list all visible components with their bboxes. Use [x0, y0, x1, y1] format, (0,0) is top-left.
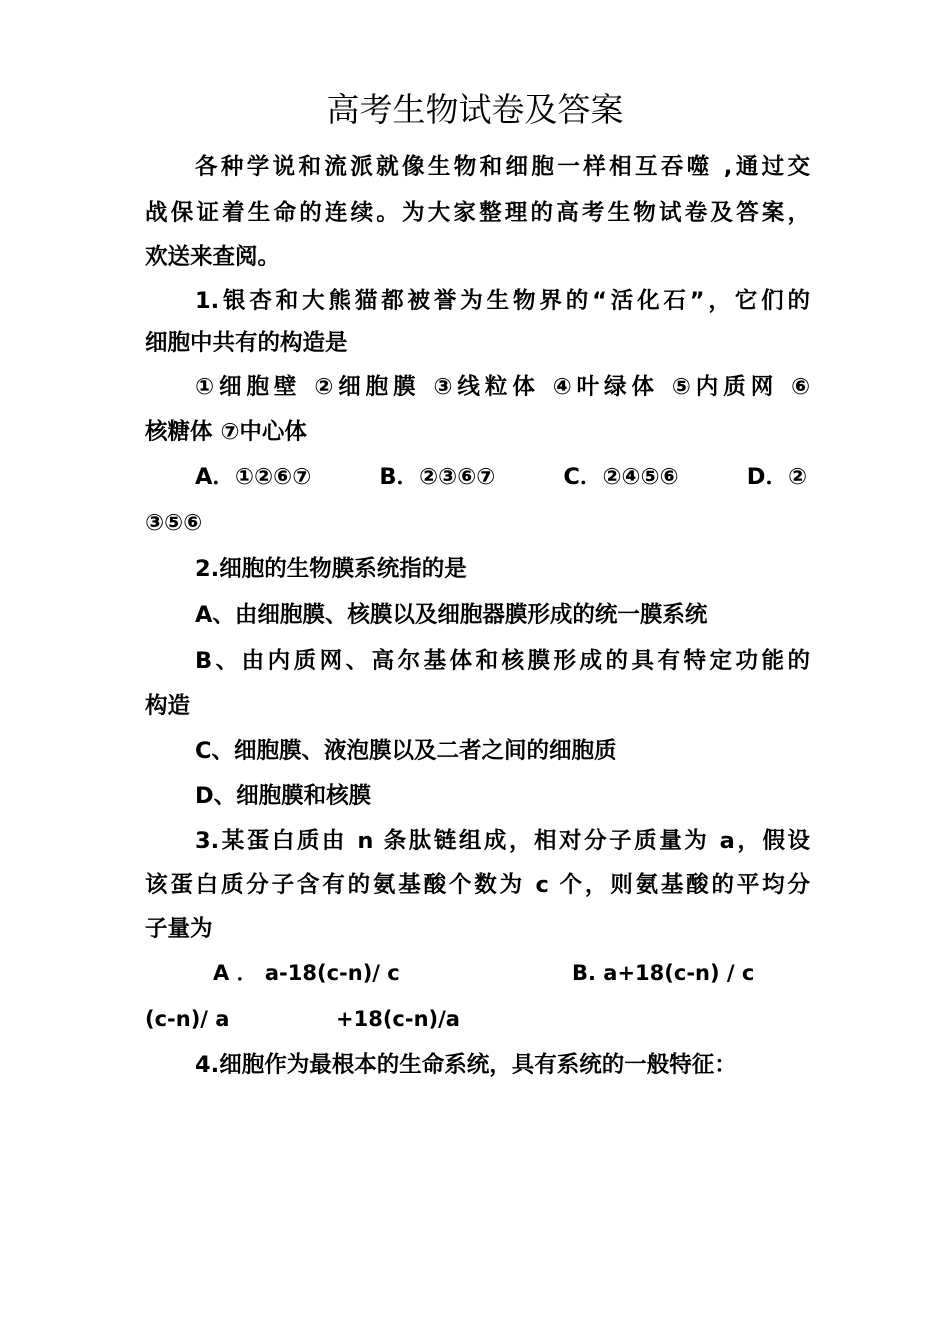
- document-title: 高考生物试卷及答案: [326, 90, 624, 129]
- question-1-option-c: C．②④⑤⑥: [563, 464, 679, 490]
- question-3-stem-line-3: 子量为: [145, 916, 213, 942]
- question-1-stem-line-1: 1.银杏和大熊猫都被誉为生物界的“活化石”，它们的: [195, 288, 810, 314]
- question-3-option-d: +18(c-n)/a: [336, 1007, 460, 1031]
- intro-line-3: 欢送来查阅。: [145, 244, 281, 270]
- question-3-option-b: B. a+18(c-n) / c: [572, 961, 755, 985]
- question-1-option-d: D．②: [746, 464, 807, 490]
- question-2-option-a: A、由细胞膜、核膜以及细胞器膜形成的统一膜系统: [195, 602, 708, 628]
- question-2-option-c: C、细胞膜、液泡膜以及二者之间的细胞质: [195, 738, 617, 764]
- question-3-option-c: (c-n)/ a: [145, 1007, 230, 1031]
- intro-line-2: 战保证着生命的连续。为大家整理的高考生物试卷及答案，: [145, 200, 810, 226]
- question-2-option-b-line-1: B、由内质网、高尔基体和核膜形成的具有特定功能的: [195, 648, 810, 674]
- question-1-options: [195, 461, 807, 493]
- question-2-option-d: D、细胞膜和核膜: [195, 783, 372, 809]
- question-1-options-wrap: ③⑤⑥: [145, 510, 203, 536]
- question-4-stem: 4.细胞作为最根本的生命系统，具有系统的一般特征：: [195, 1052, 737, 1078]
- question-1-items-line-1: ①细胞壁 ②细胞膜 ③线粒体 ④叶绿体 ⑤内质网 ⑥: [195, 374, 810, 400]
- question-1-option-b: B．②③⑥⑦: [379, 464, 496, 490]
- question-2-stem: 2.细胞的生物膜系统指的是: [195, 556, 467, 582]
- question-3-option-a: A ． a-18(c-n)/ c: [213, 961, 400, 985]
- question-2-option-b-line-2: 构造: [145, 693, 191, 719]
- question-1-option-a: A．①②⑥⑦: [195, 464, 312, 490]
- question-1-items-line-2: 核糖体 ⑦中心体: [145, 419, 307, 445]
- question-3-stem-line-2: 该蛋白质分子含有的氨基酸个数为 c 个，则氨基酸的平均分: [145, 872, 810, 898]
- question-3-stem-line-1: 3.某蛋白质由 n 条肽链组成，相对分子质量为 a，假设: [195, 828, 810, 854]
- question-1-stem-line-2: 细胞中共有的构造是: [145, 330, 348, 356]
- intro-line-1: 各种学说和流派就像生物和细胞一样相互吞噬 ,通过交: [195, 154, 810, 180]
